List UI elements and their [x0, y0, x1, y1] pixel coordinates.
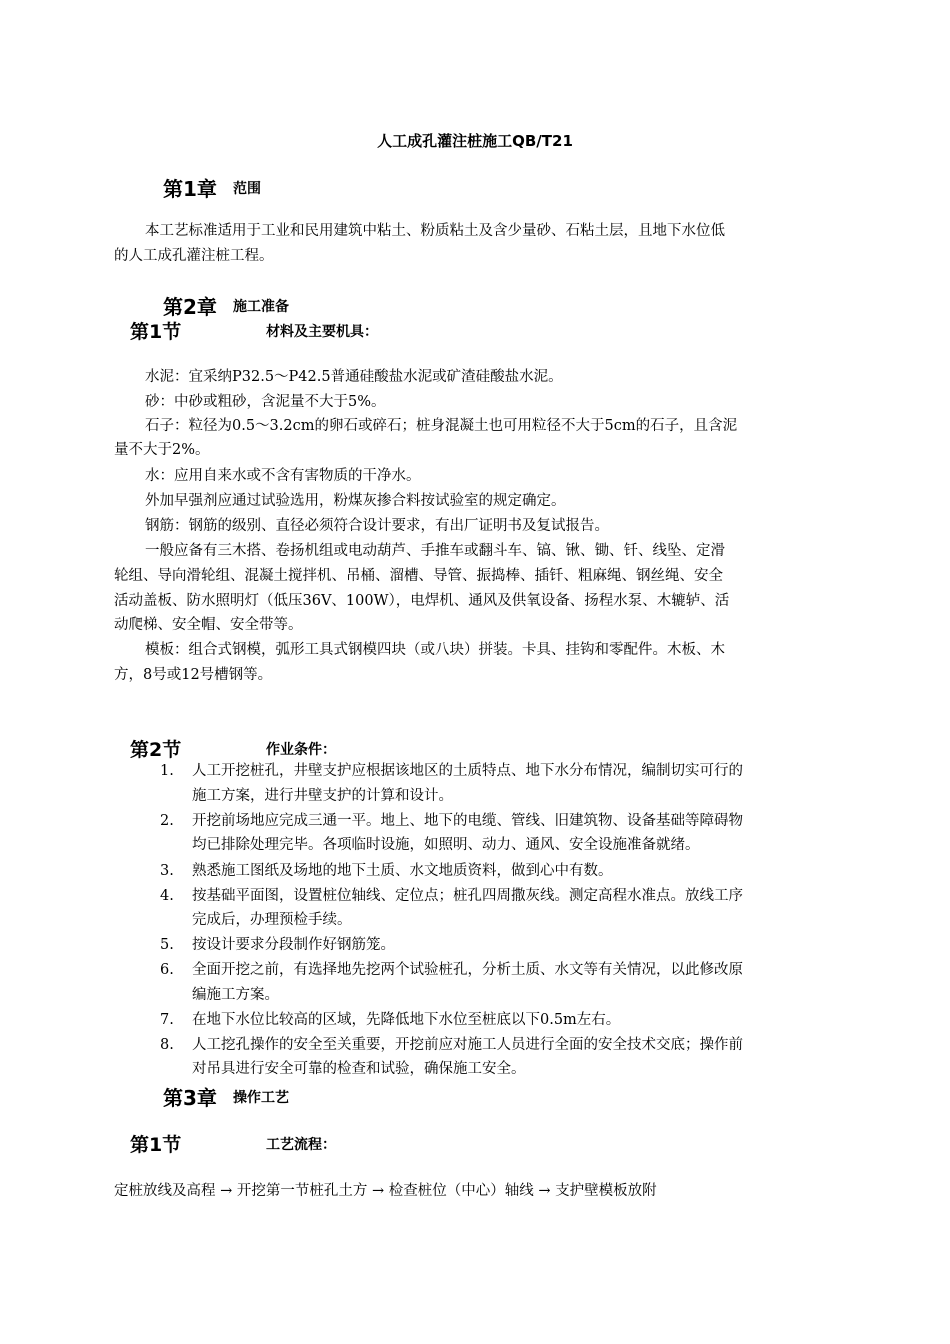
- section-3-1-number: 第1节: [130, 1134, 182, 1156]
- materials-line: 活动盖板、防水照明灯（低压36V、100W），电焊机、通风及供氧设备、扬程水泵、木辘轳、活: [114, 593, 730, 609]
- process-flow: 定桩放线及高程 → 开挖第一节桩孔土方 → 检查桩位（中心）轴线 → 支护壁模板放附: [114, 1183, 657, 1199]
- list-item-number: 6.: [160, 962, 174, 978]
- materials-line: 方，8号或12号槽钢等。: [114, 667, 273, 683]
- section-2-1-number: 第1节: [130, 321, 182, 343]
- materials-line: 外加早强剂应通过试验选用，粉煤灰掺合料按试验室的规定确定。: [145, 493, 566, 509]
- chapter-3-number: 第3章: [163, 1086, 217, 1110]
- section-3-1-name: 工艺流程：: [266, 1137, 336, 1153]
- materials-line: 石子：粒径为0.5～3.2cm的卵石或碎石；桩身混凝土也可用粒径不大于5cm的石子，且含泥: [145, 418, 738, 434]
- materials-line: 量不大于2%。: [114, 442, 210, 458]
- list-item-number: 3.: [160, 863, 174, 879]
- list-item-line: 对吊具进行安全可靠的检查和试验，确保施工安全。: [192, 1061, 526, 1077]
- page-title: 人工成孔灌注桩施工QB/T21: [377, 132, 573, 150]
- list-item-line: 按设计要求分段制作好钢筋笼。: [192, 937, 395, 953]
- materials-line: 模板：组合式钢模，弧形工具式钢模四块（或八块）拼装。卡具、挂钩和零配件。木板、木: [145, 642, 725, 658]
- list-item-line: 开挖前场地应完成三通一平。地上、地下的电缆、管线、旧建筑物、设备基础等障碍物: [192, 813, 743, 829]
- chapter-1-name: 范围: [233, 181, 261, 197]
- list-item-line: 在地下水位比较高的区域，先降低地下水位至桩底以下0.5m左右。: [192, 1012, 621, 1028]
- list-item-line: 人工开挖桩孔，井壁支护应根据该地区的土质特点、地下水分布情况，编制切实可行的: [192, 763, 743, 779]
- chapter-2-name: 施工准备: [233, 299, 289, 315]
- list-item-number: 4.: [160, 888, 174, 904]
- list-item-number: 8.: [160, 1037, 174, 1053]
- list-item-line: 全面开挖之前，有选择地先挖两个试验桩孔，分析土质、水文等有关情况，以此修改原: [192, 962, 743, 978]
- list-item-number: 7.: [160, 1012, 174, 1028]
- list-item-line: 编施工方案。: [192, 987, 279, 1003]
- section-2-1-name: 材料及主要机具：: [266, 324, 378, 340]
- list-item-line: 人工挖孔操作的安全至关重要，开挖前应对施工人员进行全面的安全技术交底；操作前: [192, 1037, 743, 1053]
- materials-line: 砂：中砂或粗砂，含泥量不大于5%。: [145, 394, 386, 410]
- materials-line: 轮组、导向滑轮组、混凝土搅拌机、吊桶、溜槽、导管、振捣棒、插钎、粗麻绳、钢丝绳、安全: [114, 568, 723, 584]
- list-item-line: 按基础平面图，设置桩位轴线、定位点；桩孔四周撒灰线。测定高程水准点。放线工序: [192, 888, 743, 904]
- list-item-line: 完成后，办理预检手续。: [192, 912, 352, 928]
- chapter-2-number: 第2章: [163, 295, 217, 319]
- section-2-2-number: 第2节: [130, 739, 182, 761]
- chapter-1-line-1: 本工艺标准适用于工业和民用建筑中粘土、粉质粘土及含少量砂、石粘土层，且地下水位低: [145, 223, 725, 239]
- list-item-number: 5.: [160, 937, 174, 953]
- chapter-1-number: 第1章: [163, 177, 217, 201]
- list-item-number: 2.: [160, 813, 174, 829]
- section-2-2-name: 作业条件：: [266, 742, 336, 758]
- chapter-1-line-2: 的人工成孔灌注桩工程。: [114, 248, 274, 264]
- list-item-line: 熟悉施工图纸及场地的地下土质、水文地质资料，做到心中有数。: [192, 863, 613, 879]
- materials-line: 动爬梯、安全帽、安全带等。: [114, 617, 303, 633]
- materials-line: 一般应备有三木搭、卷扬机组或电动葫芦、手推车或翻斗车、镐、锹、锄、钎、线坠、定滑: [145, 543, 725, 559]
- materials-line: 钢筋：钢筋的级别、直径必须符合设计要求，有出厂证明书及复试报告。: [145, 518, 609, 534]
- list-item-line: 施工方案，进行井壁支护的计算和设计。: [192, 788, 453, 804]
- materials-line: 水：应用自来水或不含有害物质的干净水。: [145, 468, 421, 484]
- materials-line: 水泥：宜采纳P32.5～P42.5普通硅酸盐水泥或矿渣硅酸盐水泥。: [145, 369, 563, 385]
- chapter-3-name: 操作工艺: [233, 1090, 289, 1106]
- list-item-number: 1.: [160, 763, 174, 779]
- list-item-line: 均已排除处理完毕。各项临时设施，如照明、动力、通风、安全设施准备就绪。: [192, 837, 700, 853]
